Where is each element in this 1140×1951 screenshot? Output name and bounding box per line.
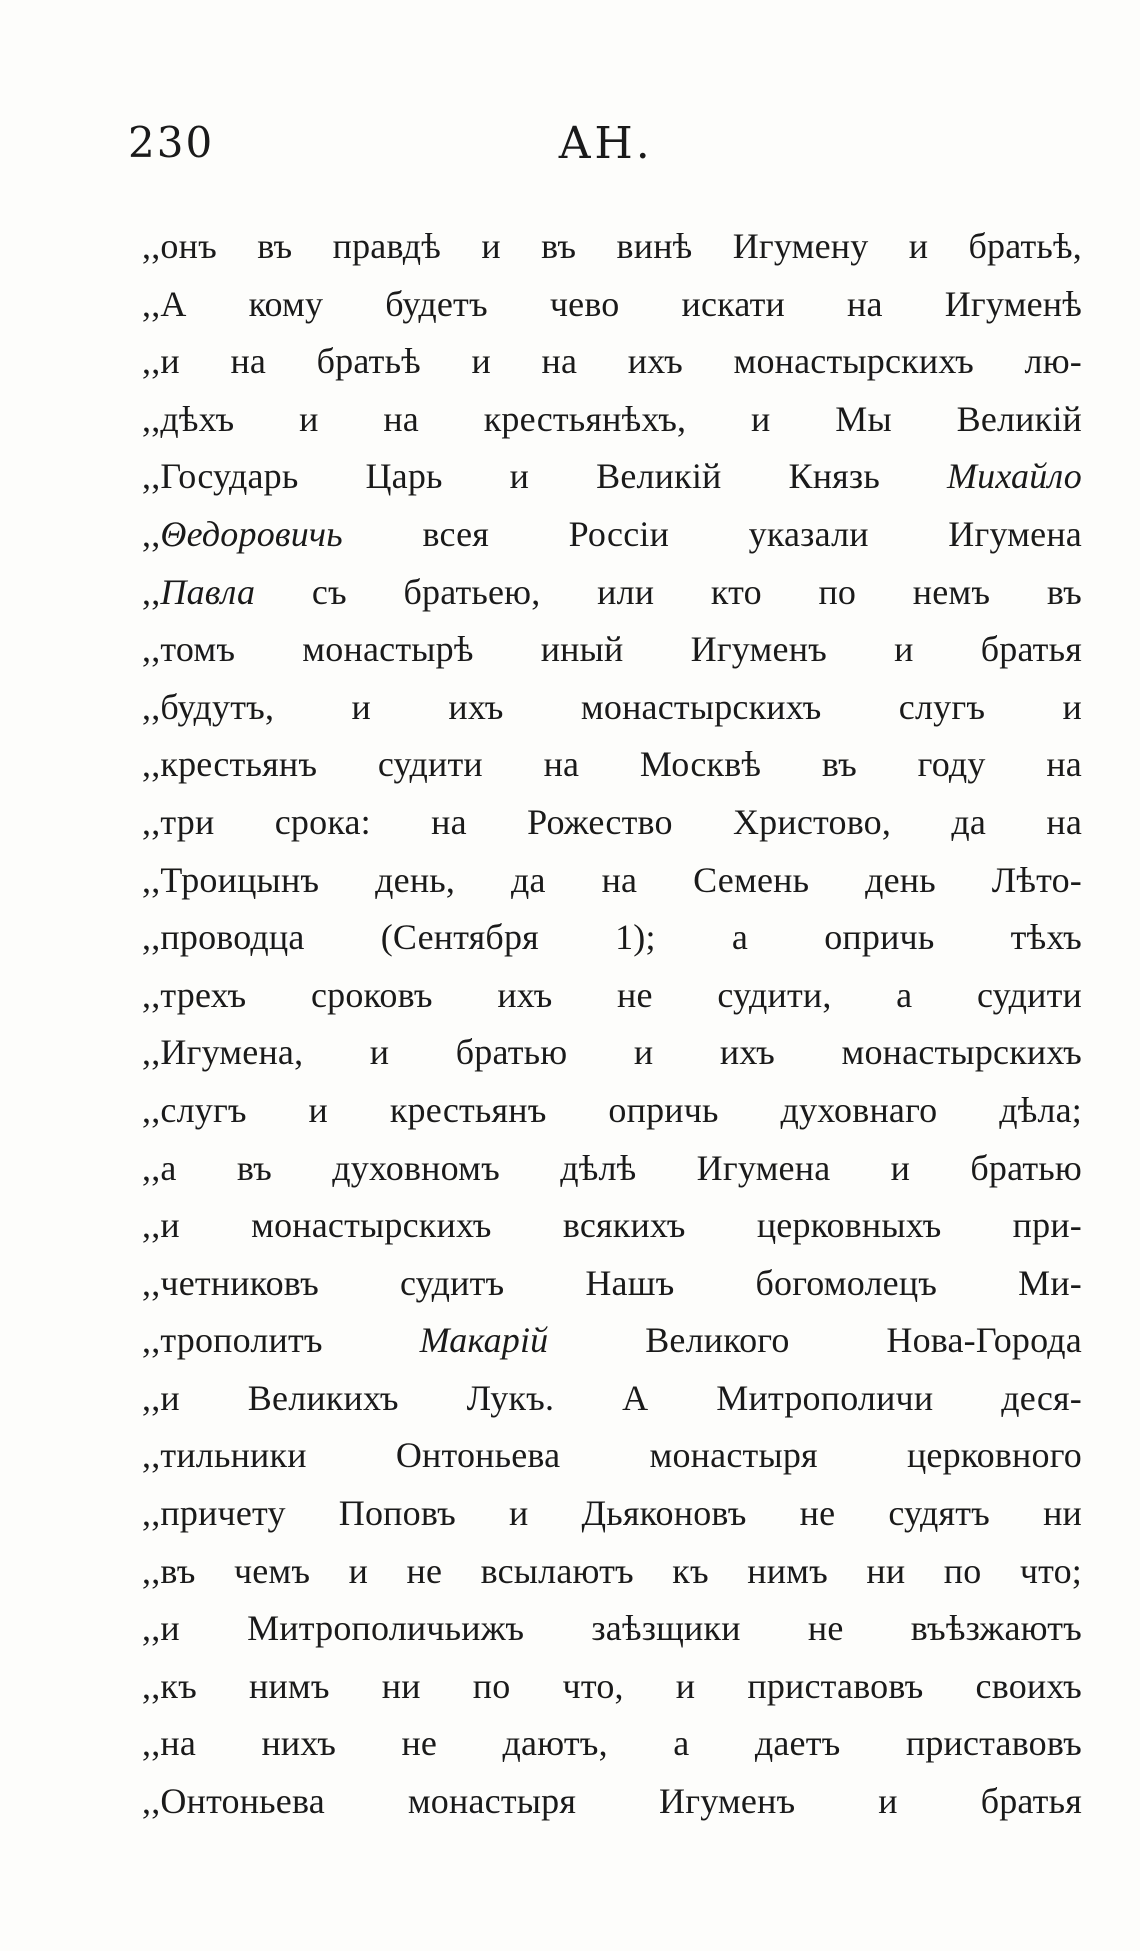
text-segment: ,,трополитъ — [142, 1320, 420, 1361]
text-line — [142, 1485, 1082, 1543]
body-text — [142, 218, 1082, 1831]
text-segment: ,,дѣхъ и на крестьянѣхъ, и Мы Великій — [142, 398, 1082, 439]
text-segment: ,,крестьянъ судити на Москвѣ въ году на — [142, 744, 1082, 785]
text-line — [142, 1543, 1082, 1601]
text-segment: ,,будутъ, и ихъ монастырскихъ слугъ и — [142, 686, 1082, 727]
running-head: АН. — [558, 118, 653, 169]
text-line — [142, 448, 1082, 506]
text-line — [142, 333, 1082, 391]
text-line — [142, 1197, 1082, 1255]
text-segment: ,,въ чемъ и не всылаютъ къ нимъ ни по что; — [142, 1550, 1082, 1591]
text-line — [142, 852, 1082, 910]
text-segment: ,,къ нимъ ни по что, и приставовъ своихъ — [142, 1665, 1082, 1706]
italic-name: Михайло — [946, 456, 1082, 497]
text-segment: ,,проводца (Сентября 1); а опричь тѣхъ — [142, 917, 1082, 958]
text-segment: ,,и монастырскихъ всякихъ церковныхъ при- — [142, 1205, 1082, 1246]
text-line — [142, 1773, 1082, 1831]
text-segment: ,,Игумена, и братью и ихъ монастырскихъ — [142, 1032, 1082, 1073]
text-line — [142, 679, 1082, 737]
text-line — [142, 1140, 1082, 1198]
text-line — [142, 276, 1082, 334]
italic-name: Θедоровичь — [160, 513, 343, 554]
text-segment: ,,и Митрополичьижъ заѣзщики не въѣзжаютъ — [142, 1608, 1082, 1649]
text-line — [142, 736, 1082, 794]
page-number: 230 — [128, 118, 215, 167]
text-line — [142, 1427, 1082, 1485]
text-line — [142, 1255, 1082, 1313]
text-segment: ,,на нихъ не даютъ, а даетъ приставовъ — [142, 1723, 1082, 1764]
text-segment: ,,слугъ и крестьянъ опричь духовнаго дѣла; — [142, 1089, 1082, 1130]
text-line — [142, 909, 1082, 967]
text-line — [142, 1715, 1082, 1773]
text-segment: съ братьею, или кто по немъ въ — [255, 571, 1082, 612]
text-segment: ,,трехъ сроковъ ихъ не судити, а судити — [142, 974, 1082, 1015]
text-line — [142, 1312, 1082, 1370]
text-segment: ,,Государь Царь и Великій Князь — [142, 456, 947, 497]
text-line — [142, 1370, 1082, 1428]
text-segment: ,,а въ духовномъ дѣлѣ Игумена и братью — [142, 1147, 1082, 1188]
text-line — [142, 506, 1082, 564]
text-line — [142, 621, 1082, 679]
text-segment: Великого Нова-Города — [548, 1320, 1082, 1361]
text-segment: ,,и Великихъ Лукъ. А Митрополичи деся- — [142, 1377, 1082, 1418]
text-line — [142, 967, 1082, 1025]
text-segment: ,,причету Поповъ и Дьяконовъ не судятъ ни — [142, 1493, 1082, 1534]
italic-name: Павла — [160, 571, 256, 612]
text-segment: ,,томъ монастырѣ иный Игуменъ и братья — [142, 629, 1082, 670]
italic-name: Макарій — [419, 1320, 549, 1361]
text-segment: ,,Онтоньева монастыря Игуменъ и братья — [142, 1781, 1082, 1822]
text-segment: ,,тильники Онтоньева монастыря церковного — [142, 1435, 1082, 1476]
text-line — [142, 1658, 1082, 1716]
text-line — [142, 794, 1082, 852]
text-line — [142, 564, 1082, 622]
text-line — [142, 218, 1082, 276]
text-segment: ,,А кому будетъ чево искати на Игуменѣ — [142, 283, 1082, 324]
text-segment: ,, — [142, 513, 161, 554]
text-segment: всея Россіи указали Игумена — [342, 513, 1082, 554]
text-segment: ,,онъ въ правдѣ и въ винѣ Игумену и братьѣ, — [142, 226, 1082, 266]
text-line — [142, 391, 1082, 449]
text-line — [142, 1082, 1082, 1140]
text-segment: ,,и на братьѣ и на ихъ монастырскихъ лю- — [142, 341, 1082, 382]
text-segment: ,, — [142, 571, 161, 612]
page-header — [128, 118, 1088, 188]
text-segment: ,,четниковъ судитъ Нашъ богомолецъ Ми- — [142, 1262, 1082, 1303]
text-line — [142, 1024, 1082, 1082]
text-segment: ,,три срока: на Рожество Христово, да на — [142, 801, 1082, 842]
text-segment: ,,Троицынъ день, да на Семень день Лѣто- — [142, 859, 1082, 900]
text-line — [142, 1600, 1082, 1658]
